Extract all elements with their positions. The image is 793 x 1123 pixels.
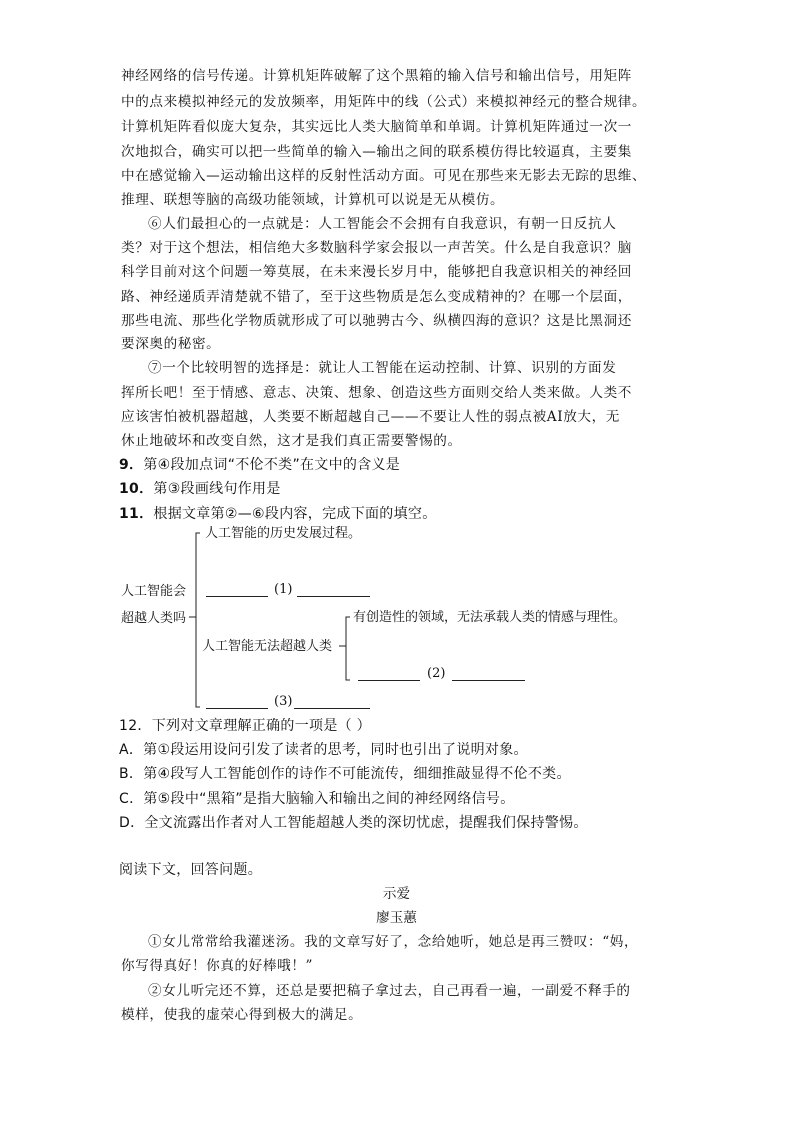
passage-line: 计算机矩阵看似庞大复杂，其实远比人类大脑简单和单调。计算机矩阵通过一次一: [121, 119, 632, 135]
para6-line: 要深奥的秘密。: [121, 336, 221, 352]
blank-line[interactable]: [294, 708, 370, 709]
passage-line: 次地拟合，确实可以把一些简单的输入—输出之间的联系模仿得比较逼真，主要集: [121, 144, 632, 160]
blank-label-2: (2): [427, 666, 446, 681]
para7-line: ⑦一个比较明智的选择是：就让人工智能在运动控制、计算、识别的方面发: [148, 360, 617, 376]
article-line: 你写得真好！你真的好棒哦！”: [121, 958, 314, 974]
option-b[interactable]: B．第④段写人工智能创作的诗作不可能流传，细细推敲显得不伦不类。: [119, 766, 571, 782]
question-text: 第④段加点词“不伦不类”在文中的含义是: [143, 457, 401, 473]
article-title: 示爱: [382, 886, 411, 902]
para7-line: 挥所长吧！至于情感、意志、决策、想象、创造这些方面则交给人类来做。人类不: [121, 385, 632, 401]
blank-line[interactable]: [297, 596, 370, 597]
blank-line[interactable]: [206, 596, 268, 597]
blank-label-3: (3): [274, 694, 293, 709]
inner-bracket: [346, 617, 350, 680]
blank-line[interactable]: [206, 708, 268, 709]
blank-label-1: (1): [274, 582, 293, 597]
option-a[interactable]: A．第①段运用设问引发了读者的思考，同时也引出了说明对象。: [119, 742, 528, 758]
diagram-sub-creative: 有创造性的领域，无法承载人类的情感与理性。: [353, 610, 627, 625]
question-text: 第③段画线句作用是: [153, 481, 281, 497]
para6-line: ⑥人们最担心的一点就是：人工智能会不会拥有自我意识，有朝一日反抗人: [148, 216, 617, 232]
question-text: 根据文章第②—⑥段内容，完成下面的填空。: [153, 506, 437, 522]
outer-bracket: [196, 533, 200, 707]
para7-line: 休止地破坏和改变自然，这才是我们真正需要警惕的。: [121, 433, 462, 449]
blank-line[interactable]: [358, 680, 420, 681]
article-line: ②女儿听完还不算，还总是要把稿子拿过去，自己再看一遍，一副爱不释手的: [148, 983, 631, 999]
blank-line[interactable]: [452, 680, 525, 681]
diagram-root-line2: 超越人类吗: [121, 611, 187, 626]
passage-line: 中在感觉输入—运动输出这样的反射性活动方面。可见在那些来无影去无踪的思维、: [121, 168, 647, 184]
para7-line: 应该害怕被机器超越，人类要不断超越自己——不要让人性的弱点被AI放大，无: [121, 409, 620, 425]
para6-line: 路、神经递质弄清楚就不错了，至于这些物质是怎么变成精神的？在哪一个层面，: [121, 289, 632, 305]
diagram-root-line1: 人工智能会: [121, 584, 187, 599]
question-number: 11．: [119, 506, 154, 522]
article-line: ①女儿常常给我灌迷汤。我的文章写好了，念给她听，她总是再三赞叹：“妈，: [148, 934, 639, 950]
para6-line: 那些电流、那些化学物质就形成了可以驰骋古今、纵横四海的意识？这是比黑洞还: [121, 313, 632, 329]
passage-line: 中的点来模拟神经元的发放频率，用矩阵中的线（公式）来模拟神经元的整合规律。: [121, 94, 647, 110]
para6-line: 类？对于这个想法，相信绝大多数脑科学家会报以一声苦笑。什么是自我意识？脑: [121, 240, 632, 256]
option-c[interactable]: C．第⑤段中“黑箱”是指大脑输入和输出之间的神经网络信号。: [119, 791, 515, 807]
option-d[interactable]: D．全文流露出作者对人工智能超越人类的深切忧虑，提醒我们保持警惕。: [119, 815, 588, 831]
question-number: 9．: [119, 457, 144, 473]
question-12: 12．下列对文章理解正确的一项是（ ）: [119, 718, 371, 734]
diagram-branch-cannot: 人工智能无法超越人类: [202, 639, 333, 654]
diagram-branch-history: 人工智能的历史发展过程。: [205, 526, 362, 541]
reading-intro: 阅读下文，回答问题。: [119, 862, 262, 878]
para6-line: 科学目前对这个问题一筹莫展，在未来漫长岁月中，能够把自我意识相关的神经回: [121, 264, 632, 280]
article-author: 廖玉蕙: [376, 910, 417, 926]
passage-line: 神经网络的信号传递。计算机矩阵破解了这个黑箱的输入信号和输出信号，用矩阵: [121, 68, 632, 84]
article-line: 模样，使我的虚荣心得到极大的满足。: [121, 1007, 363, 1023]
passage-line: 推理、联想等脑的高级功能领域，计算机可以说是无从模仿。: [121, 192, 505, 208]
question-number: 10．: [119, 481, 154, 497]
